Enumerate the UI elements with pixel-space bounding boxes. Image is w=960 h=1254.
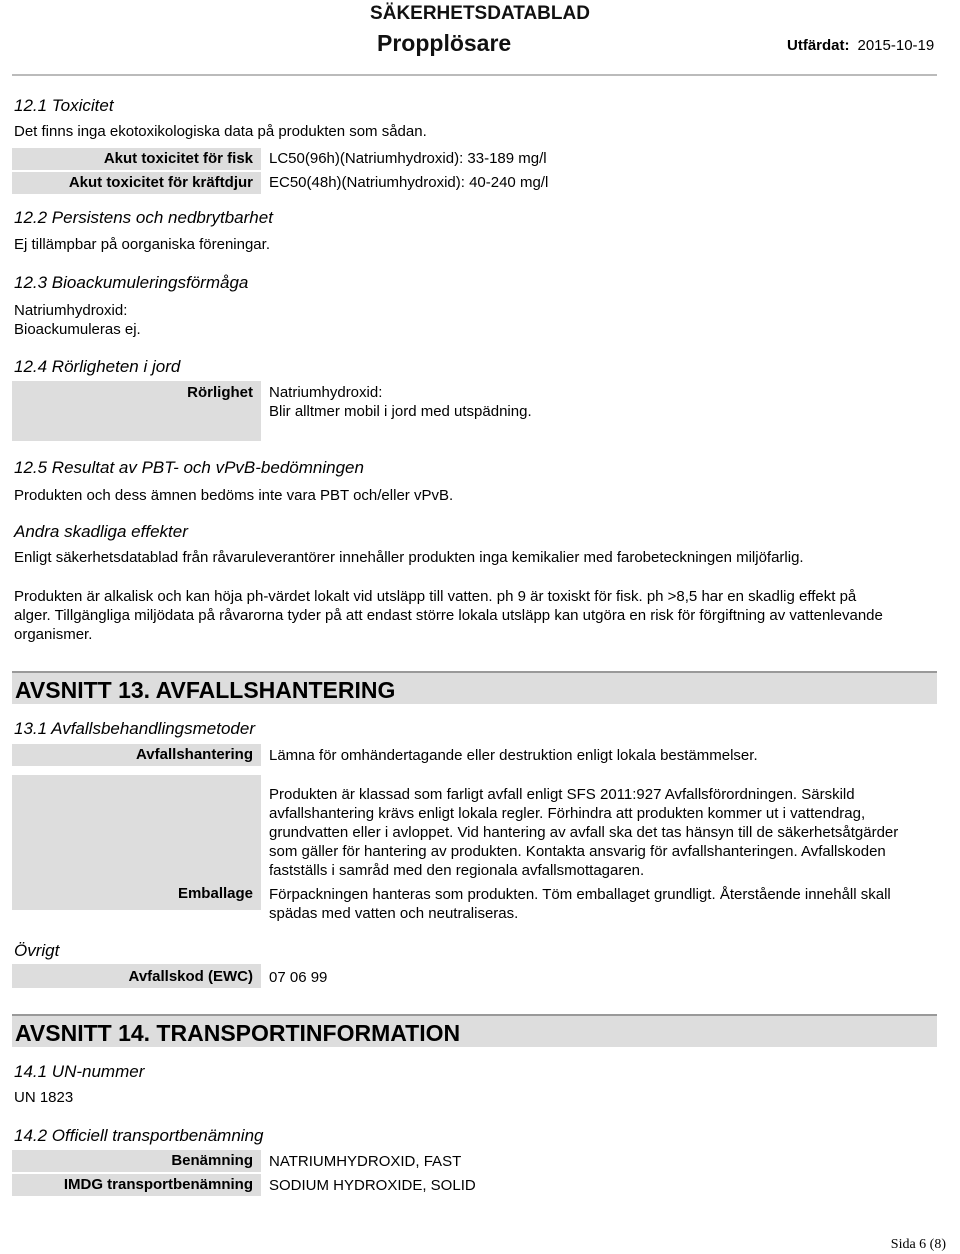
packaging-label: Emballage [12,775,261,910]
heading-12-5: 12.5 Resultat av PBT- och vPvB-bedömningen [14,458,364,477]
header-divider [12,74,937,76]
page-number: Sida 6 (8) [890,1237,946,1252]
packaging-line1: Förpackningen hanteras som produkten. Töm emballaget grundligt. Återstående innehåll skall [269,886,891,903]
packaging-line2: spädas med vatten och neutraliseras. [269,905,519,922]
heading-other-effects: Andra skadliga effekter [14,522,188,541]
ewc-value: 07 06 99 [269,969,328,986]
other-effects-p2-line3: organismer. [14,626,93,643]
issued-date: 2015-10-19 [857,37,935,54]
waste-block-line5: fastställs i samråd med den regionala avfallsmottagaren. [269,862,645,879]
fish-toxicity-label: Akut toxicitet för fisk [12,148,261,170]
bioaccumulation-line1: Natriumhydroxid: [14,302,128,319]
shipping-name-label: Benämning [12,1150,261,1172]
other-effects-p2-line2: alger. Tillgängliga miljödata på råvarorna tyder på att endast större lokala utsläpp kan utgöra en risk för förgiftning av vattenlevande [14,607,883,624]
issued-label: Utfärdat: [787,37,850,54]
un-number: UN 1823 [14,1089,74,1106]
bioaccumulation-line2: Bioackumuleras ej. [14,321,141,338]
document-title: SÄKERHETSDATABLAD [370,3,590,24]
mobility-line1: Natriumhydroxid: [269,384,383,401]
heading-12-3: 12.3 Bioackumuleringsförmåga [14,273,249,292]
section-13-title: AVSNITT 13. AVFALLSHANTERING [12,671,937,704]
heading-13-1: 13.1 Avfallsbehandlingsmetoder [14,719,255,738]
crustacean-toxicity-label: Akut toxicitet för kräftdjur [12,172,261,194]
crustacean-toxicity-value: EC50(48h)(Natriumhydroxid): 40-240 mg/l [269,174,549,191]
heading-12-1: 12.1 Toxicitet [14,96,114,115]
heading-14-1: 14.1 UN-nummer [14,1062,145,1081]
other-effects-p2-line1: Produkten är alkalisk och kan höja ph-värdet lokalt vid utsläpp till vatten. ph 9 är toxiskt för fisk. ph >8,5 har en skadlig effekt på [14,588,857,605]
pbt-text: Produkten och dess ämnen bedöms inte vara PBT och/eller vPvB. [14,487,454,504]
section-14-title: AVSNITT 14. TRANSPORTINFORMATION [12,1014,937,1047]
waste-block-line4: som gäller för hantering av produkten. Kontakta ansvarig för avfallshanteringen. Avfallskoden [269,843,886,860]
issued-info [787,37,934,54]
product-name: Propplösare [377,30,512,56]
waste-handling-value: Lämna för omhändertagande eller destruktion enligt lokala bestämmelser. [269,747,758,764]
heading-other: Övrigt [14,941,60,960]
persistence-text: Ej tillämpbar på oorganiska föreningar. [14,236,270,253]
heading-12-4: 12.4 Rörligheten i jord [14,357,181,376]
imdg-name-value: SODIUM HYDROXIDE, SOLID [269,1177,476,1194]
heading-14-2: 14.2 Officiell transportbenämning [14,1126,264,1145]
toxicity-text: Det finns inga ekotoxikologiska data på produkten som sådan. [14,123,427,140]
other-effects-p1: Enligt säkerhetsdatablad från råvaruleverantörer innehåller produkten inga kemikalier med farobeteckningen miljöfarlig. [14,549,804,566]
imdg-name-label: IMDG transportbenämning [12,1174,261,1196]
mobility-label: Rörlighet [12,381,261,441]
waste-block-line3: grundvatten eller i avloppet. Vid hantering av avfall ska det tas hänsyn till de säkerhetsåtgärder [269,824,899,841]
shipping-name-value: NATRIUMHYDROXID, FAST [269,1153,462,1170]
waste-block-line1: Produkten är klassad som farligt avfall enligt SFS 2011:927 Avfallsförordningen. Särskild [269,786,855,803]
heading-12-2: 12.2 Persistens och nedbrytbarhet [14,208,273,227]
waste-block-line2: avfallshantering krävs enligt lokala regler. Förhindra att produkten kommer ut i vattendrag, [269,805,866,822]
ewc-label: Avfallskod (EWC) [12,964,261,988]
fish-toxicity-value: LC50(96h)(Natriumhydroxid): 33-189 mg/l [269,150,547,167]
waste-handling-label: Avfallshantering [12,744,261,766]
mobility-line2: Blir alltmer mobil i jord med utspädning. [269,403,532,420]
